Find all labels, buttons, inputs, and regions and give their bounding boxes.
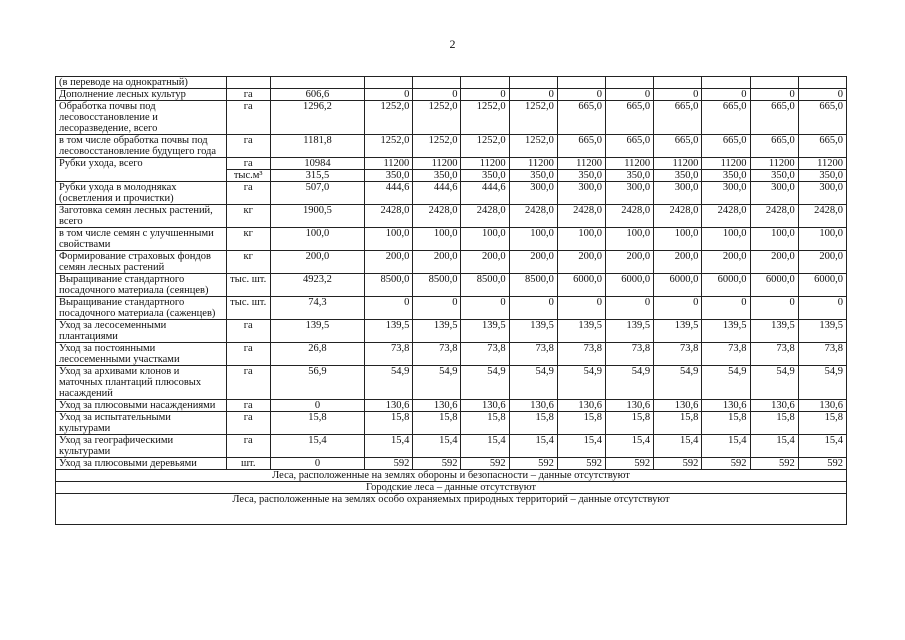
year-value-cell: 11200 <box>557 158 605 170</box>
year-value-cell: 350,0 <box>461 170 509 182</box>
year-value-cell: 200,0 <box>557 251 605 274</box>
base-value-cell: 1181,8 <box>270 135 364 158</box>
year-value-cell: 139,5 <box>461 320 509 343</box>
row-name: Рубки ухода, всего <box>56 158 227 182</box>
base-value-cell <box>270 77 364 89</box>
year-value-cell: 54,9 <box>509 366 557 400</box>
year-value-cell: 592 <box>654 458 702 470</box>
table-row <box>56 320 847 343</box>
year-value-cell: 54,9 <box>798 366 846 400</box>
year-value-cell: 665,0 <box>557 101 605 135</box>
year-value-cell: 665,0 <box>654 101 702 135</box>
row-name: Уход за географическими культурами <box>56 435 227 458</box>
table-row <box>56 182 847 205</box>
year-value-cell: 0 <box>509 89 557 101</box>
year-value-cell: 444,6 <box>461 182 509 205</box>
year-value-cell <box>365 77 413 89</box>
year-value-cell: 15,8 <box>413 412 461 435</box>
year-value-cell: 200,0 <box>365 251 413 274</box>
year-value-cell: 592 <box>557 458 605 470</box>
row-name: Заготовка семян лесных растений, всего <box>56 205 227 228</box>
year-value-cell: 0 <box>413 297 461 320</box>
year-value-cell: 11200 <box>606 158 654 170</box>
year-value-cell: 300,0 <box>509 182 557 205</box>
year-value-cell: 139,5 <box>557 320 605 343</box>
year-value-cell: 200,0 <box>509 251 557 274</box>
year-value-cell: 200,0 <box>606 251 654 274</box>
note-row <box>56 470 847 482</box>
year-value-cell: 100,0 <box>413 228 461 251</box>
year-value-cell: 665,0 <box>606 135 654 158</box>
year-value-cell: 2428,0 <box>654 205 702 228</box>
year-value-cell: 11200 <box>798 158 846 170</box>
year-value-cell: 130,6 <box>654 400 702 412</box>
year-value-cell: 300,0 <box>557 182 605 205</box>
table-row <box>56 343 847 366</box>
year-value-cell: 0 <box>750 89 798 101</box>
year-value-cell: 200,0 <box>750 251 798 274</box>
year-value-cell: 15,8 <box>654 412 702 435</box>
year-value-cell: 350,0 <box>606 170 654 182</box>
year-value-cell: 15,4 <box>365 435 413 458</box>
year-value-cell: 130,6 <box>365 400 413 412</box>
year-value-cell: 0 <box>798 89 846 101</box>
year-value-cell: 665,0 <box>606 101 654 135</box>
year-value-cell: 100,0 <box>798 228 846 251</box>
row-unit: га <box>226 182 270 205</box>
year-value-cell: 1252,0 <box>461 101 509 135</box>
table-row <box>56 77 847 89</box>
row-name: в том числе обработка почвы под лесовосстановление будущего года <box>56 135 227 158</box>
year-value-cell: 300,0 <box>798 182 846 205</box>
year-value-cell: 15,8 <box>750 412 798 435</box>
year-value-cell: 54,9 <box>654 366 702 400</box>
year-value-cell: 11200 <box>413 158 461 170</box>
table-row <box>56 400 847 412</box>
year-value-cell: 54,9 <box>557 366 605 400</box>
year-value-cell: 1252,0 <box>365 101 413 135</box>
row-name: Выращивание стандартного посадочного материала (саженцев) <box>56 297 227 320</box>
year-value-cell: 139,5 <box>654 320 702 343</box>
year-value-cell: 73,8 <box>798 343 846 366</box>
year-value-cell: 73,8 <box>365 343 413 366</box>
table-row <box>56 297 847 320</box>
year-value-cell: 665,0 <box>702 101 750 135</box>
year-value-cell: 73,8 <box>750 343 798 366</box>
year-value-cell: 15,4 <box>509 435 557 458</box>
row-unit: га <box>226 400 270 412</box>
year-value-cell: 73,8 <box>702 343 750 366</box>
year-value-cell: 0 <box>365 297 413 320</box>
row-name: Уход за плюсовыми деревьями <box>56 458 227 470</box>
year-value-cell: 8500,0 <box>365 274 413 297</box>
row-name: Уход за плюсовыми насаждениями <box>56 400 227 412</box>
row-unit: кг <box>226 251 270 274</box>
year-value-cell: 200,0 <box>413 251 461 274</box>
year-value-cell <box>702 77 750 89</box>
row-name: Дополнение лесных культур <box>56 89 227 101</box>
base-value-cell: 0 <box>270 400 364 412</box>
table-row <box>56 101 847 135</box>
year-value-cell: 665,0 <box>798 135 846 158</box>
year-value-cell: 665,0 <box>702 135 750 158</box>
year-value-cell: 130,6 <box>798 400 846 412</box>
row-unit: га <box>226 320 270 343</box>
year-value-cell: 2428,0 <box>606 205 654 228</box>
year-value-cell: 0 <box>509 297 557 320</box>
row-name: Рубки ухода в молодняках (осветления и прочистки) <box>56 182 227 205</box>
year-value-cell: 139,5 <box>413 320 461 343</box>
year-value-cell: 350,0 <box>557 170 605 182</box>
year-value-cell: 15,8 <box>461 412 509 435</box>
year-value-cell: 54,9 <box>606 366 654 400</box>
row-unit: га <box>226 101 270 135</box>
year-value-cell <box>654 77 702 89</box>
year-value-cell: 130,6 <box>461 400 509 412</box>
year-value-cell: 11200 <box>750 158 798 170</box>
year-value-cell: 15,8 <box>702 412 750 435</box>
year-value-cell: 1252,0 <box>461 135 509 158</box>
year-value-cell: 8500,0 <box>509 274 557 297</box>
year-value-cell: 0 <box>750 297 798 320</box>
year-value-cell: 2428,0 <box>798 205 846 228</box>
year-value-cell: 139,5 <box>798 320 846 343</box>
row-unit: кг <box>226 205 270 228</box>
year-value-cell: 139,5 <box>509 320 557 343</box>
note-protected: Леса, расположенные на землях особо охраняемых природных территорий – данные отсутствуют <box>56 494 847 525</box>
note-urban: Городские леса – данные отсутствуют <box>56 482 847 494</box>
year-value-cell: 11200 <box>365 158 413 170</box>
row-name: Формирование страховых фондов семян лесных растений <box>56 251 227 274</box>
row-name: (в переводе на однократный) <box>56 77 227 89</box>
year-value-cell: 0 <box>702 89 750 101</box>
base-value-cell: 26,8 <box>270 343 364 366</box>
year-value-cell: 11200 <box>509 158 557 170</box>
year-value-cell: 73,8 <box>606 343 654 366</box>
table-row <box>56 135 847 158</box>
year-value-cell: 8500,0 <box>413 274 461 297</box>
year-value-cell: 73,8 <box>557 343 605 366</box>
table-row <box>56 458 847 470</box>
year-value-cell: 592 <box>413 458 461 470</box>
year-value-cell: 200,0 <box>654 251 702 274</box>
year-value-cell: 0 <box>798 297 846 320</box>
year-value-cell: 200,0 <box>461 251 509 274</box>
year-value-cell <box>461 77 509 89</box>
year-value-cell <box>606 77 654 89</box>
year-value-cell: 15,4 <box>557 435 605 458</box>
year-value-cell: 2428,0 <box>461 205 509 228</box>
year-value-cell: 0 <box>413 89 461 101</box>
base-value-cell: 74,3 <box>270 297 364 320</box>
year-value-cell: 73,8 <box>654 343 702 366</box>
row-unit: га <box>226 366 270 400</box>
table-row <box>56 412 847 435</box>
base-value-cell: 507,0 <box>270 182 364 205</box>
year-value-cell: 100,0 <box>606 228 654 251</box>
year-value-cell: 15,8 <box>365 412 413 435</box>
year-value-cell <box>413 77 461 89</box>
table-row <box>56 274 847 297</box>
year-value-cell: 0 <box>365 89 413 101</box>
year-value-cell: 54,9 <box>702 366 750 400</box>
row-unit: га <box>226 135 270 158</box>
year-value-cell: 6000,0 <box>606 274 654 297</box>
year-value-cell: 100,0 <box>461 228 509 251</box>
year-value-cell: 100,0 <box>750 228 798 251</box>
row-unit: га <box>226 89 270 101</box>
year-value-cell: 15,4 <box>750 435 798 458</box>
year-value-cell: 0 <box>654 297 702 320</box>
year-value-cell: 200,0 <box>702 251 750 274</box>
base-value-cell: 200,0 <box>270 251 364 274</box>
base-value-cell: 15,4 <box>270 435 364 458</box>
row-unit: кг <box>226 228 270 251</box>
base-value-cell: 56,9 <box>270 366 364 400</box>
row-unit: тыс. шт. <box>226 274 270 297</box>
year-value-cell: 11200 <box>702 158 750 170</box>
row-name: Уход за постоянными лесосеменными участками <box>56 343 227 366</box>
year-value-cell: 1252,0 <box>509 101 557 135</box>
note-row <box>56 482 847 494</box>
year-value-cell: 8500,0 <box>461 274 509 297</box>
year-value-cell: 130,6 <box>509 400 557 412</box>
table-row <box>56 435 847 458</box>
year-value-cell: 0 <box>461 297 509 320</box>
year-value-cell: 15,4 <box>413 435 461 458</box>
forestry-table <box>55 76 847 525</box>
year-value-cell: 15,8 <box>557 412 605 435</box>
base-value-cell: 1900,5 <box>270 205 364 228</box>
year-value-cell: 100,0 <box>654 228 702 251</box>
base-value-cell: 100,0 <box>270 228 364 251</box>
year-value-cell: 15,8 <box>509 412 557 435</box>
year-value-cell <box>557 77 605 89</box>
year-value-cell: 54,9 <box>413 366 461 400</box>
row-unit: га <box>226 412 270 435</box>
year-value-cell: 1252,0 <box>413 135 461 158</box>
year-value-cell: 130,6 <box>557 400 605 412</box>
table-row <box>56 251 847 274</box>
row-unit: га <box>226 158 270 170</box>
page-number: 2 <box>449 37 456 51</box>
year-value-cell: 350,0 <box>365 170 413 182</box>
year-value-cell: 100,0 <box>509 228 557 251</box>
year-value-cell: 73,8 <box>509 343 557 366</box>
year-value-cell: 350,0 <box>798 170 846 182</box>
year-value-cell: 300,0 <box>654 182 702 205</box>
row-name: Уход за лесосеменными плантациями <box>56 320 227 343</box>
year-value-cell: 15,4 <box>654 435 702 458</box>
year-value-cell: 15,4 <box>606 435 654 458</box>
year-value-cell: 2428,0 <box>557 205 605 228</box>
row-name: Уход за архивами клонов и маточных плантаций плюсовых насаждений <box>56 366 227 400</box>
year-value-cell: 73,8 <box>413 343 461 366</box>
table-row <box>56 366 847 400</box>
year-value-cell: 0 <box>654 89 702 101</box>
year-value-cell: 665,0 <box>798 101 846 135</box>
year-value-cell: 2428,0 <box>750 205 798 228</box>
year-value-cell: 1252,0 <box>413 101 461 135</box>
year-value-cell: 592 <box>606 458 654 470</box>
year-value-cell: 139,5 <box>606 320 654 343</box>
year-value-cell: 300,0 <box>606 182 654 205</box>
year-value-cell: 350,0 <box>702 170 750 182</box>
year-value-cell: 139,5 <box>702 320 750 343</box>
year-value-cell: 444,6 <box>413 182 461 205</box>
year-value-cell: 139,5 <box>365 320 413 343</box>
year-value-cell: 0 <box>557 89 605 101</box>
year-value-cell: 592 <box>702 458 750 470</box>
year-value-cell: 592 <box>509 458 557 470</box>
year-value-cell: 54,9 <box>365 366 413 400</box>
year-value-cell <box>509 77 557 89</box>
year-value-cell: 6000,0 <box>557 274 605 297</box>
year-value-cell: 0 <box>557 297 605 320</box>
row-unit: тыс. шт. <box>226 297 270 320</box>
table-row <box>56 158 847 170</box>
base-value-cell: 4923,2 <box>270 274 364 297</box>
table-row <box>56 228 847 251</box>
year-value-cell: 6000,0 <box>750 274 798 297</box>
year-value-cell: 0 <box>606 297 654 320</box>
year-value-cell: 15,4 <box>461 435 509 458</box>
year-value-cell: 54,9 <box>461 366 509 400</box>
year-value-cell: 592 <box>750 458 798 470</box>
row-unit: га <box>226 343 270 366</box>
row-name: Выращивание стандартного посадочного материала (сеянцев) <box>56 274 227 297</box>
year-value-cell: 200,0 <box>798 251 846 274</box>
year-value-cell: 0 <box>702 297 750 320</box>
year-value-cell: 15,4 <box>702 435 750 458</box>
year-value-cell: 350,0 <box>509 170 557 182</box>
year-value-cell: 350,0 <box>750 170 798 182</box>
base-value-cell: 1296,2 <box>270 101 364 135</box>
row-name: Уход за испытательными культурами <box>56 412 227 435</box>
year-value-cell: 15,4 <box>798 435 846 458</box>
year-value-cell: 592 <box>798 458 846 470</box>
year-value-cell: 130,6 <box>413 400 461 412</box>
year-value-cell: 444,6 <box>365 182 413 205</box>
year-value-cell: 100,0 <box>365 228 413 251</box>
base-value-cell: 315,5 <box>270 170 364 182</box>
year-value-cell: 139,5 <box>750 320 798 343</box>
year-value-cell: 100,0 <box>557 228 605 251</box>
row-unit: тыс.м³ <box>226 170 270 182</box>
year-value-cell: 6000,0 <box>702 274 750 297</box>
year-value-cell: 11200 <box>654 158 702 170</box>
year-value-cell: 665,0 <box>750 135 798 158</box>
year-value-cell: 665,0 <box>654 135 702 158</box>
year-value-cell: 2428,0 <box>702 205 750 228</box>
year-value-cell <box>798 77 846 89</box>
year-value-cell: 100,0 <box>702 228 750 251</box>
row-unit: га <box>226 435 270 458</box>
year-value-cell: 350,0 <box>413 170 461 182</box>
year-value-cell: 54,9 <box>750 366 798 400</box>
year-value-cell: 130,6 <box>702 400 750 412</box>
year-value-cell: 2428,0 <box>365 205 413 228</box>
year-value-cell: 1252,0 <box>509 135 557 158</box>
year-value-cell: 130,6 <box>606 400 654 412</box>
year-value-cell: 592 <box>365 458 413 470</box>
row-name: Обработка почвы под лесовосстановление и лесоразведение, всего <box>56 101 227 135</box>
year-value-cell: 2428,0 <box>413 205 461 228</box>
table-body <box>56 77 847 470</box>
note-row <box>56 494 847 525</box>
year-value-cell: 0 <box>606 89 654 101</box>
note-defense: Леса, расположенные на землях обороны и безопасности – данные отсутствуют <box>56 470 847 482</box>
row-unit: шт. <box>226 458 270 470</box>
row-name: в том числе семян с улучшенными свойствами <box>56 228 227 251</box>
year-value-cell <box>750 77 798 89</box>
table-row <box>56 205 847 228</box>
year-value-cell: 350,0 <box>654 170 702 182</box>
row-unit <box>226 77 270 89</box>
base-value-cell: 0 <box>270 458 364 470</box>
year-value-cell: 665,0 <box>557 135 605 158</box>
year-value-cell: 15,8 <box>798 412 846 435</box>
year-value-cell: 11200 <box>461 158 509 170</box>
base-value-cell: 10984 <box>270 158 364 170</box>
year-value-cell: 6000,0 <box>798 274 846 297</box>
base-value-cell: 139,5 <box>270 320 364 343</box>
year-value-cell: 130,6 <box>750 400 798 412</box>
base-value-cell: 15,8 <box>270 412 364 435</box>
year-value-cell: 6000,0 <box>654 274 702 297</box>
year-value-cell: 665,0 <box>750 101 798 135</box>
year-value-cell: 15,8 <box>606 412 654 435</box>
year-value-cell: 73,8 <box>461 343 509 366</box>
year-value-cell: 300,0 <box>702 182 750 205</box>
year-value-cell: 2428,0 <box>509 205 557 228</box>
year-value-cell: 1252,0 <box>365 135 413 158</box>
year-value-cell: 0 <box>461 89 509 101</box>
year-value-cell: 592 <box>461 458 509 470</box>
base-value-cell: 606,6 <box>270 89 364 101</box>
table-row <box>56 89 847 101</box>
year-value-cell: 300,0 <box>750 182 798 205</box>
